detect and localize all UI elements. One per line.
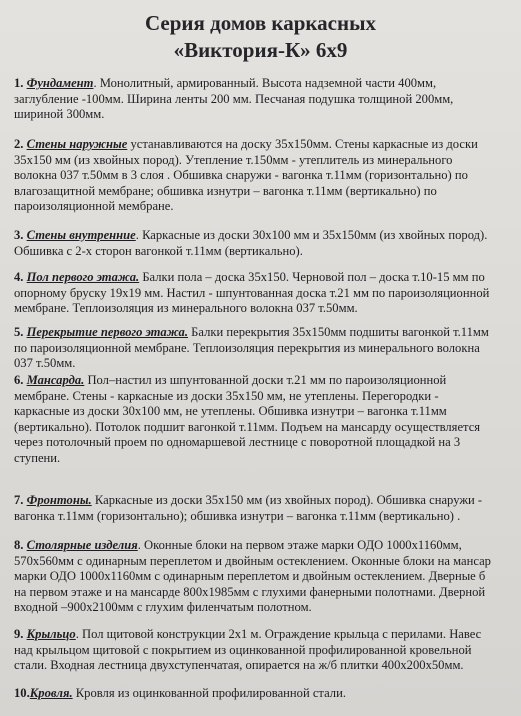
section-line: 570х560мм с одинарным переплетом и двойным остеклением. Оконные блоки на мансар (14, 553, 491, 568)
section-number: 2. (14, 137, 24, 151)
section-number: 4. (14, 270, 24, 284)
section-line: марки ОДО 1000х1160мм с одинарным переплетом и двойным остеклением. Дверные б (14, 569, 486, 584)
section-line: через потолочный проем по одномаршевой лестнице с поворотной площадкой на 3 (14, 435, 461, 450)
section-line: Пол–настил из шпунтованной доски т.21 мм по пароизоляционной (84, 373, 447, 387)
section-heading: Мансарда. (26, 373, 85, 387)
section-line: заглубление -100мм. Ширина ленты 200 мм. Песчаная подушка толщиной 200мм, (14, 91, 454, 106)
section-line: Балки пола – доска 35х150. Черновой пол – доска т.10-15 мм по (139, 270, 485, 284)
section-heading: Столярные изделия (26, 538, 138, 552)
section-gables (14, 493, 521, 524)
section-number: 8. (14, 538, 24, 552)
section-line: устанавливаются на доску 35х150мм. Стены каркасные из доски (127, 137, 478, 151)
section-line: влагозащитной мембране; обшивка изнутри – вагонка т.11мм (вертикально) по (14, 183, 437, 198)
section-line: волокна 037 т.50мм в 3 слоя . Обшивка снаружи - вагонка т.11мм (горизонтально) по (14, 168, 468, 183)
section-foundation (14, 76, 521, 123)
section-line: стали. Входная лестница двухступенчатая, опирается на ж/б плитки 400х200х50мм. (14, 658, 464, 673)
section-number: 5. (14, 325, 24, 339)
section-heading: Фундамент (26, 76, 94, 90)
section-heading: Фронтоны. (26, 493, 92, 507)
section-line: . Каркасные из доски 30х100 мм и 35х150мм (из хвойных пород). (135, 228, 488, 242)
section-porch (14, 627, 521, 674)
section-interior-walls (14, 228, 521, 259)
section-number: 1. (14, 76, 24, 90)
section-line: ступени. (14, 450, 61, 465)
section-first-floor (14, 270, 521, 317)
section-line: . Монолитный, армированный. Высота надземной части 400мм, (93, 76, 437, 90)
section-line: вагонка т.11мм (горизонтально); обшивка изнутри – вагонка т.11мм (вертикально) . (14, 508, 461, 523)
title-line-2: «Виктория-К» 6х9 (173, 38, 348, 62)
section-joinery (14, 538, 521, 616)
section-line: Обшивка с 2-х сторон вагонкой т.11мм (вертикально). (14, 243, 303, 258)
section-line: 037 т.50мм. (14, 356, 76, 371)
section-line: мембране. Теплоизоляция из минерального волокна 037 т.50мм. (14, 301, 358, 316)
section-line: (вертикально). Потолок подшит вагонкой т.11мм. Подъем на мансарду осуществляется (14, 419, 481, 434)
section-number: 6. (14, 373, 24, 387)
section-line: . Оконные блоки на первом этаже марки ОДО 1000х1160мм, (137, 538, 462, 552)
section-line: Балки перекрытия 35х150мм подшиты вагонкой т.11мм (188, 325, 489, 339)
section-attic (14, 373, 521, 467)
section-line: по пароизоляционной мембране. Теплоизоляция перекрытия из минерального волокна (14, 340, 480, 355)
section-heading: Кровля. (29, 686, 73, 700)
section-line: пароизоляционной мембране. (14, 199, 174, 214)
section-line: опорному бруску 19х19 мм. Настил - шпунтованная доска т.21 мм по пароизоляционной (14, 285, 490, 300)
section-line: шириной 300мм. (14, 107, 105, 122)
section-line: Каркасные из доски 35х150 мм (из хвойных пород). Обшивка снаружи - (91, 493, 483, 507)
section-line: 35х150 мм (из хвойных пород). Утепление т.150мм - утеплитель из минерального (14, 152, 453, 167)
section-line: мембране. Стены - каркасные из доски 35х150 мм, не утеплены. Перегородки - (14, 388, 439, 403)
section-exterior-walls (14, 137, 521, 215)
section-roof (14, 686, 521, 702)
section-line: Кровля из оцинкованной профилированной стали. (72, 686, 346, 700)
document-title (0, 10, 521, 64)
section-number: 3. (14, 228, 24, 242)
section-line: входной –900х2100мм с глухим филенчатым полотном. (14, 600, 312, 615)
section-heading: Крыльцо (26, 627, 76, 641)
section-line: каркасные из доски 30х100 мм, не утеплены. Обшивка изнутри – вагонка т.11мм (14, 404, 447, 419)
section-line: на первом этаже и на мансарде 800х1985мм с глухими фанерными полотнами. Дверной (14, 584, 486, 599)
section-number: 10. (14, 686, 30, 700)
section-first-floor-ceiling (14, 325, 521, 372)
section-line: над крыльцом щитовой с покрытием из оцинкованной профилированной кровельной (14, 642, 472, 657)
section-number: 9. (14, 627, 24, 641)
section-heading: Перекрытие первого этажа. (26, 325, 189, 339)
section-heading: Пол первого этажа. (26, 270, 140, 284)
section-line: . Пол щитовой конструкции 2х1 м. Ограждение крыльца с перилами. Навес (75, 627, 482, 641)
section-heading: Стены внутренние (26, 228, 136, 242)
section-heading: Стены наружные (26, 137, 128, 151)
section-number: 7. (14, 493, 24, 507)
title-line-1: Серия домов каркасных (144, 11, 376, 35)
